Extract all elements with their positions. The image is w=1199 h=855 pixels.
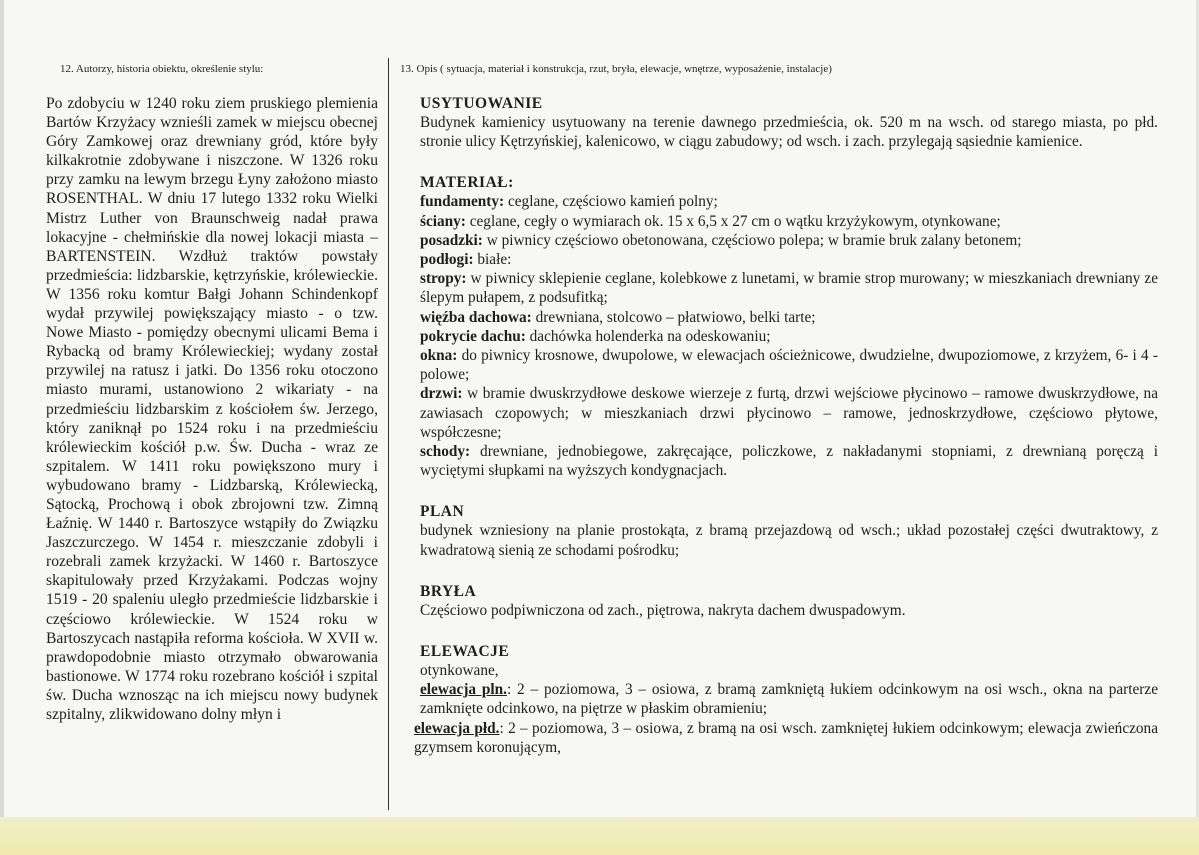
usytuowanie-text: Budynek kamienicy usytuowany na terenie dawnego przedmieścia, ok. 520 m na wsch. od starego miasta, po płd. stronie ulicy Kętrzyńskiej, kalenicowo, w ciągu zabudowy; od wsch. i zach. przylegają sąsiednie kamienice. [420, 114, 1158, 151]
material-value: drewniana, stolcowo – płatwiowo, belki tarte; [531, 308, 816, 326]
section-plan [420, 502, 1158, 559]
elewacja-pln-text: : 2 – poziomowa, 3 – osiowa, z bramą zamkniętą łukiem odcinkowym na osi wsch., okna na parterze zamknięte odcinkowo, na piętrze w płaskim obramieniu; [420, 681, 1158, 718]
history-column [46, 62, 388, 724]
bryla-text: Częściowo podpiwniczona od zach., piętrowa, nakryta dachem dwuspadowym. [420, 601, 906, 619]
material-value: w piwnicy częściowo obetonowana, częściowo polepa; w bramie bruk zalany betonem; [482, 231, 1022, 249]
history-column-header: 12. Autorzy, historia obiektu, określenie stylu: [60, 63, 264, 75]
section-title-usytuowanie: USYTUOWANIE [420, 95, 543, 112]
material-item [420, 384, 1158, 442]
section-title-plan: PLAN [420, 503, 465, 521]
material-value: dachówka holenderka na odeskowaniu; [525, 327, 771, 345]
scan-bottom-band [0, 817, 1199, 855]
material-item [420, 346, 1158, 384]
section-title-elewacje: ELEWACJE [420, 643, 510, 661]
material-value: ceglane, cegły o wymiarach ok. 15 x 6,5 x 27 cm o wątku krzyżykowym, otynkowane; [465, 212, 1001, 230]
material-item [420, 250, 1158, 269]
material-item [420, 269, 1158, 307]
material-label: ściany: [420, 212, 466, 230]
elewacja-pln [420, 680, 1158, 718]
material-label: stropy: [420, 270, 467, 288]
material-label: podłogi: [420, 251, 474, 269]
material-value: drewniane, jednobiegowe, zakręcające, policzkowe, z nakładanymi stopniami, z drewnianą poręczą i wyciętymi słupkami na wyższych kondygnacjach. [420, 443, 1158, 480]
plan-text: budynek wzniesiony na planie prostokąta, z bramą przejazdową od wsch.; układ pozostałej części dwutraktowy, z kwadratową sienią ze schodami pośrodku; [420, 522, 1158, 559]
material-item [420, 442, 1158, 480]
material-label: posadzki: [420, 231, 483, 249]
elewacja-pld-text: : 2 – poziomowa, 3 – osiowa, z bramą na osi wsch. zamkniętej łukiem odcinkowym; elewacja zwieńczona gzymsem koronującym, [414, 719, 1158, 756]
elewacje-intro: otynkowane, [420, 662, 499, 680]
material-item [420, 231, 1158, 250]
description-body [396, 94, 1158, 757]
material-label: schody: [420, 443, 471, 461]
description-column-header: 13. Opis ( sytuacja, materiał i konstrukcja, rzut, bryła, elewacje, wnętrze, wyposażenie, instalacje) [400, 63, 832, 75]
description-column [396, 62, 1176, 757]
material-value: ceglane, częściowo kamień polny; [504, 193, 718, 211]
scan-edge-left [0, 0, 4, 855]
section-title-bryla: BRYŁA [420, 582, 477, 600]
material-label: drzwi: [420, 385, 463, 403]
material-item [420, 308, 1158, 327]
material-value: w bramie dwuskrzydłowe deskowe wierzeje z furtą, drzwi wejściowe płycinowo – ramowe dwuskrzydłowe, na zawiasach czopowych; w mieszkaniach drzwi płycinowo – ramowe, jednoskrzydłowe, częściowo płytowe, współczesne; [420, 385, 1158, 441]
history-text: Po zdobyciu w 1240 roku ziem pruskiego plemienia Bartów Krzyżacy wznieśli zamek w miejscu obecnej Góry Zamkowej oraz drewniany gród, które były kilkakrotnie zdobywane i niszczone. W 1326 roku przy zamku na lewym brzegu Łyny założono miasto ROSENTHAL. W dniu 17 lutego 1332 roku Wielki Mistrz Luther von Braunschweig nadał prawa lokacyjne - chełmińskie dla nowej lokacji miasta – BARTENSTEIN. Wzdłuż traktów powstały przedmieścia: lidzbarskie, kętrzyńskie, królewieckie. W 1356 roku komtur Bałgi Johann Schindenkopf wydał przywilej powiększający miasto - o tzw. Nowe Miasto - pomiędzy obecnymi ulicami Bema i Rybacką od bramy Królewieckiej; wydany został przywilej na ratusz i jatki. Do 1356 roku otoczono miasto murami, ustanowiono 2 wikariaty - na przedmieściu lidzbarskim z kościołem św. Jerzego, który zaniknął po 1524 roku i na przedmieściu królewieckim kościół p.w. Św. Ducha - wraz ze szpitalem. W 1411 roku powiększono mury i wybudowano bramy - Lidzbarską, Królewiecką, Sątocką, Prochową i obok zbrojowni tzw. Zimną Łaźnię. W 1440 r. Bartoszyce wstąpiły do Związku Jaszczurczego. W 1454 r. mieszczanie zdobyli i rozebrali zamek krzyżacki. W 1460 r. Bartoszyce skapitulowały przed Krzyżakami. Podczas wojny 1519 - 20 spaleniu uległo przedmieście lidzbarskie i częściowo królewieckie. W 1524 roku w Bartoszycach nastąpiła reforma kościoła. W XVII w. prawdopodobnie miasto otrzymało obwarowania bastionowe. W 1774 roku rozebrano kościół i szpital św. Ducha wznosząc na ich miejscu nowy budynek szpitalny, zlikwidowano dolny młyn i [46, 95, 378, 723]
material-value: w piwnicy sklepienie ceglane, kolebkowe z lunetami, w bramie strop murowany; w mieszkaniach drewniany ze ślepym pułapem, z podsufitką; [420, 270, 1158, 307]
column-divider [388, 58, 389, 810]
material-label: okna: [420, 347, 458, 365]
material-item [420, 327, 1158, 346]
elewacja-pld-label: elewacja płd. [414, 719, 500, 737]
section-usytuowanie [420, 94, 1158, 151]
material-item [420, 192, 1158, 211]
material-value: do piwnicy krosnowe, dwupolowe, w elewacjach ościeżnicowe, dwudzielne, dwupoziomowe, z krzyżem, 6- i 4 - polowe; [420, 347, 1158, 384]
section-elewacje [414, 642, 1158, 757]
section-material [420, 173, 1158, 480]
elewacja-pln-label: elewacja pln. [420, 681, 507, 699]
material-item [420, 212, 1158, 231]
material-label: fundamenty: [420, 193, 505, 211]
material-label: więźba dachowa: [420, 308, 532, 326]
material-label: pokrycie dachu: [420, 327, 526, 345]
elewacja-pld [414, 719, 1158, 757]
material-value: białe: [473, 251, 512, 269]
section-title-material: MATERIAŁ: [420, 174, 514, 192]
section-bryla [420, 582, 1158, 620]
